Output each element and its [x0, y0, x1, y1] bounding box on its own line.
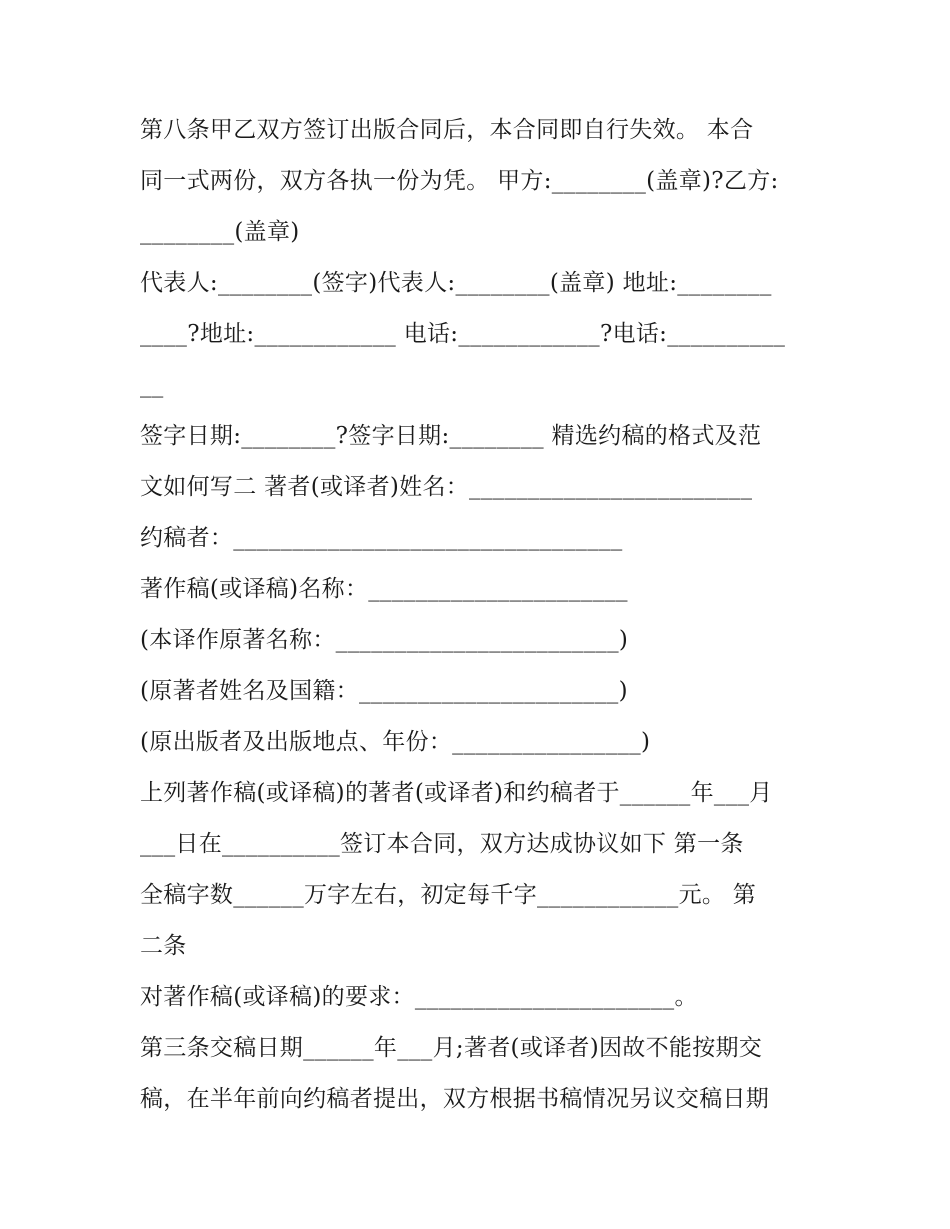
text-line: 签字日期:________?签字日期:________ 精选约稿的格式及范: [140, 423, 762, 449]
text-line: 文如何写二 著者(或译者)姓名：________________________: [140, 474, 753, 500]
text-line: 上列著作稿(或译稿)的著者(或译者)和约稿者于______年___月: [140, 780, 773, 806]
text-line: 对著作稿(或译稿)的要求：______________________。: [140, 984, 698, 1010]
text-line: 约稿者：_________________________________: [140, 525, 623, 551]
text-line: ___日在__________签订本合同，双方达成协议如下 第一条: [140, 831, 744, 857]
text-line: 全稿字数______万字左右，初定每千字____________元。 第: [140, 882, 757, 908]
text-line: 同一式两份，双方各执一份为凭。 甲方:________(盖章)?乙方:: [140, 168, 779, 194]
text-line: ________(盖章): [140, 219, 300, 245]
text-line: (本译作原著名称：________________________): [140, 627, 629, 653]
text-line: (原著者姓名及国籍：______________________): [140, 678, 628, 704]
text-line: __: [140, 372, 164, 398]
text-line: 第八条甲乙双方签订出版合同后，本合同即自行失效。 本合: [140, 117, 754, 143]
text-line: ____?地址:____________ 电话:____________?电话:__________: [140, 321, 786, 347]
text-line: 代表人:________(签字)代表人:________(盖章) 地址:________: [140, 270, 772, 296]
text-line: 第三条交稿日期______年___月;著者(或译者)因故不能按期交: [140, 1035, 763, 1061]
text-line: 著作稿(或译稿)名称：______________________: [140, 576, 628, 602]
text-line: 二条: [140, 933, 187, 959]
text-line: (原出版者及出版地点、年份：________________): [140, 729, 651, 755]
text-line: 稿，在半年前向约稿者提出，双方根据书稿情况另议交稿日期: [140, 1086, 770, 1112]
